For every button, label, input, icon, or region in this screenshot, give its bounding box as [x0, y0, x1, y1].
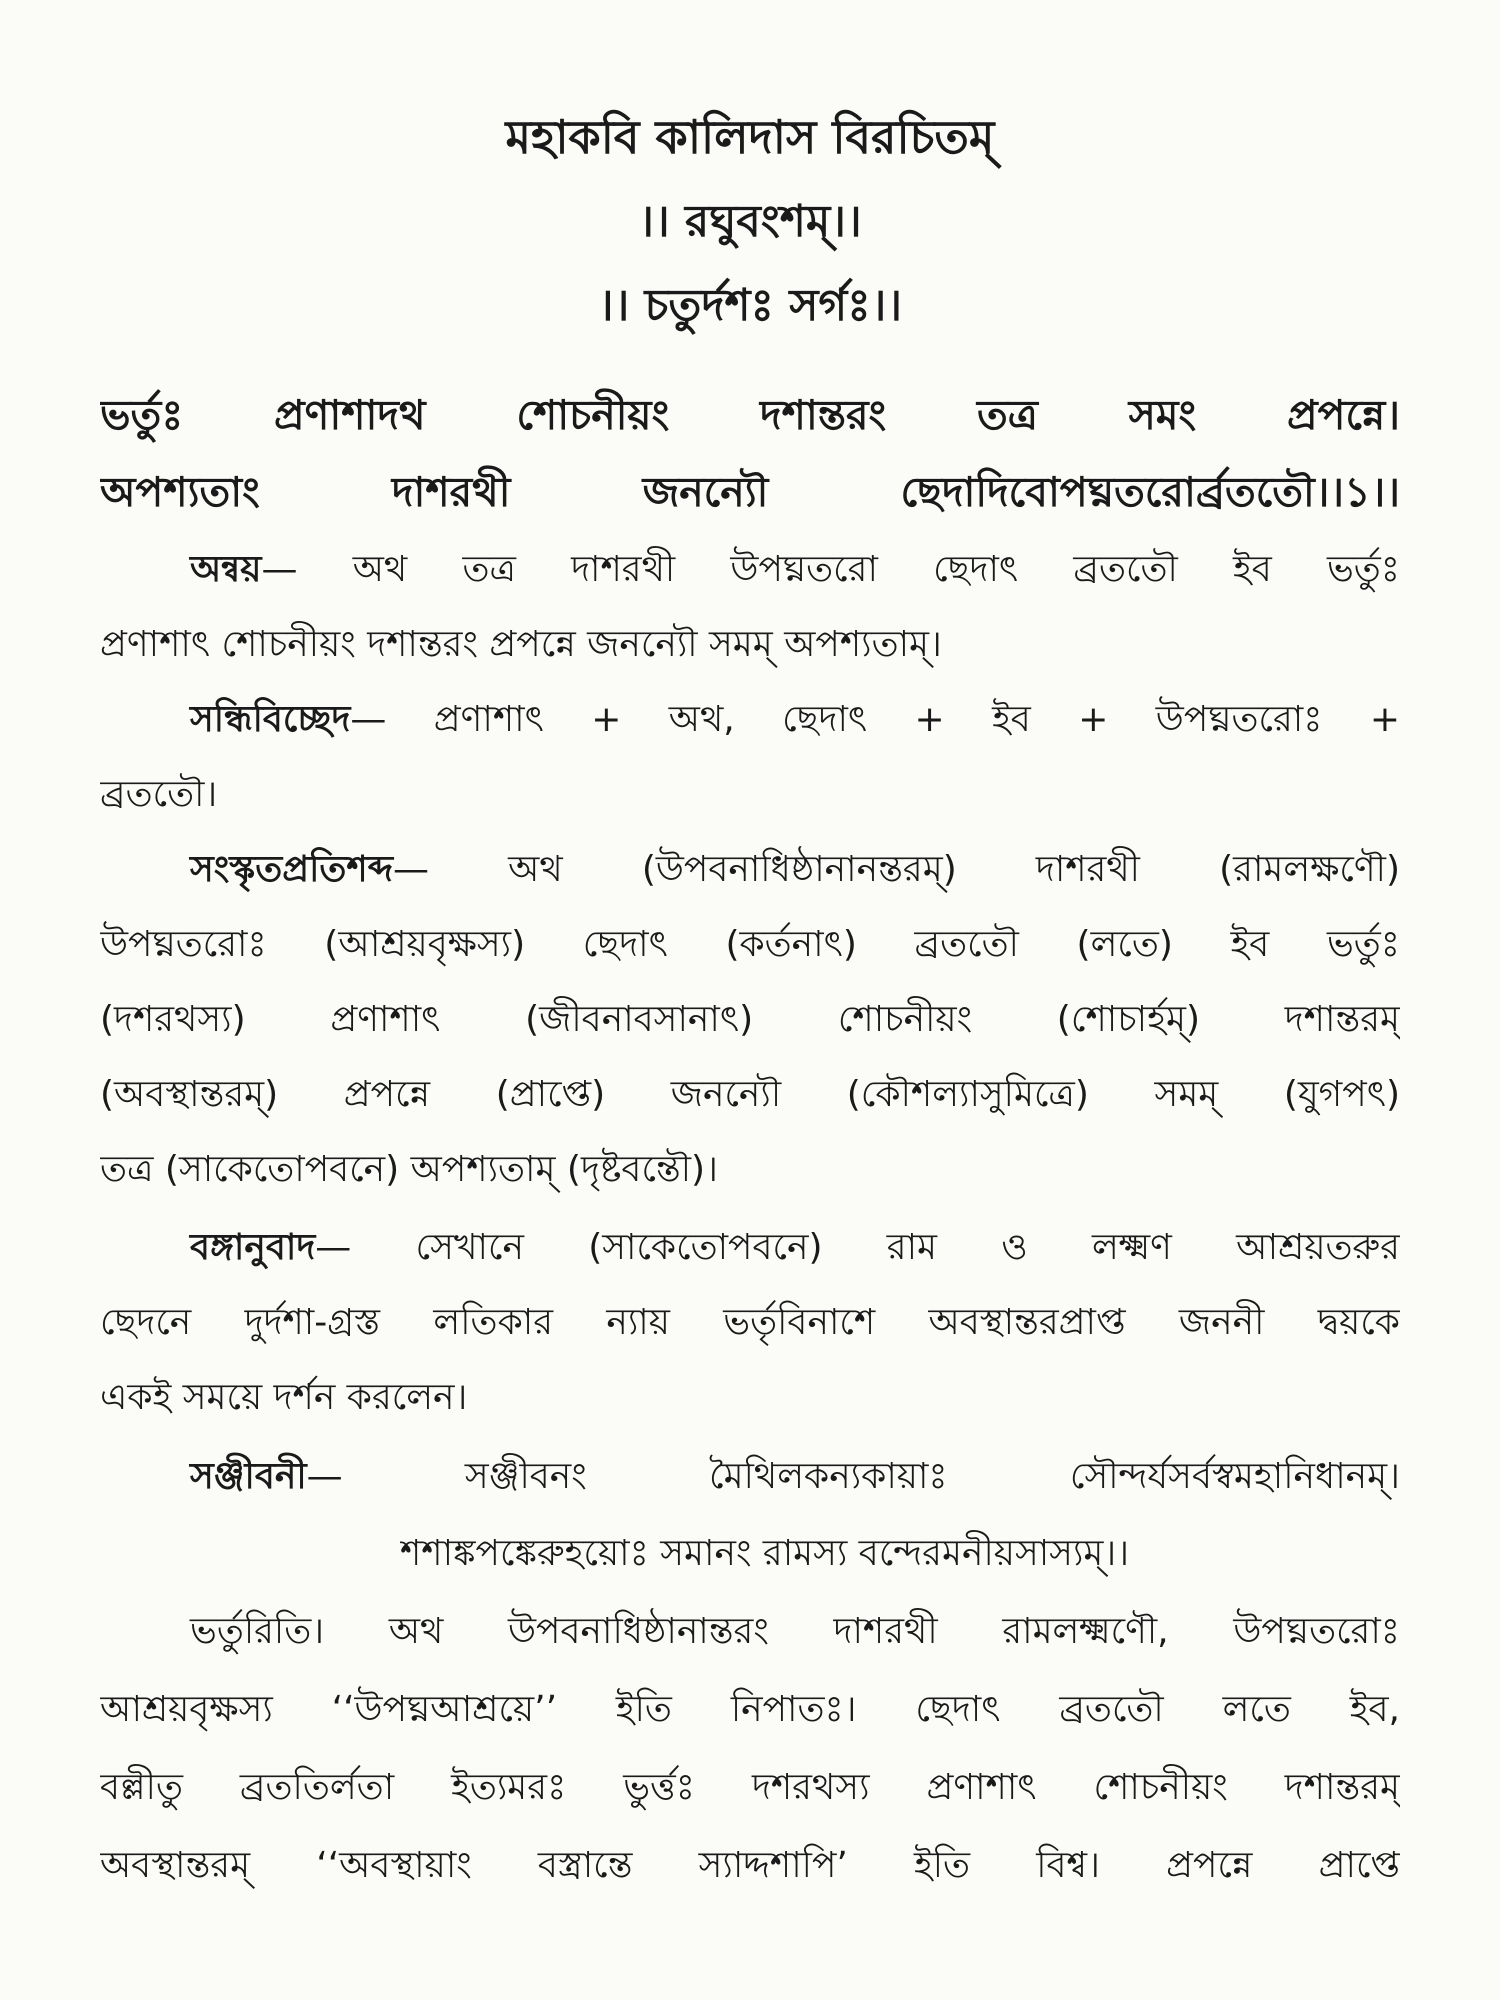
- commentary-line-3: বল্লীতু ব্রততির্লতা ইত্যমরঃ ভুর্ত্তঃ দশরথস্য প্রণাশাৎ শোচনীয়ং দশান্তরম্: [100, 1767, 1400, 1808]
- book-title: ।। রঘুবংশম্।।: [638, 196, 862, 247]
- sanjivani-text-1: — সঞ্জীবনং মৈথিলকন্যকায়াঃ সৌন্দর্যসর্বস্বমহানিধানম্।: [306, 1456, 1400, 1497]
- sanjivani-line-1: [100, 1447, 1400, 1507]
- author-line: মহাকবি কালিদাস বিরচিতম্: [505, 110, 995, 164]
- translation-line-2: ছেদনে দুর্দশা-গ্রস্ত লতিকার ন্যায় ভর্তৃবিনাশে অবস্থান্তরপ্রাপ্ত জননী দ্বয়কে: [100, 1302, 1400, 1343]
- synonyms-label: সংস্কৃতপ্রতিশব্দ: [190, 849, 393, 890]
- sanjivani-line-2: শশাঙ্কপঙ্কেরুহয়োঃ সমানং রামস্য বন্দেরমনীয়সাস্যম্।।: [400, 1533, 1130, 1574]
- verse-line-1: ভর্তুঃ প্রণাশাদথ শোচনীয়ং দশান্তরং তত্র সমং প্রপন্নে।: [100, 391, 1400, 439]
- anvaya-line-2: প্রণাশাৎ শোচনীয়ং দশান্তরং প্রপন্নে জনন্যৌ সমম্ অপশ্যতাম্।: [100, 624, 942, 665]
- synonyms-line-1: [100, 840, 1400, 900]
- anvaya-text-1: — অথ তত্র দাশরথী উপঘ্নতরো ছেদাৎ ব্রততৌ ইব ভর্তুঃ: [261, 549, 1400, 590]
- translation-text-1: — সেখানে (সাকেতোপবনে) রাম ও লক্ষ্মণ আশ্রয়তরুর: [315, 1227, 1400, 1268]
- canto-title: ।। চতুর্দশঃ সর্গঃ।।: [597, 280, 903, 331]
- sandhi-text-1: — প্রণাশাৎ + অথ, ছেদাৎ + ইব + উপঘ্নতরোঃ +: [350, 699, 1400, 740]
- synonyms-line-5: তত্র (সাকেতোপবনে) অপশ্যতাম্ (দৃষ্টবন্তৌ)।: [100, 1149, 718, 1190]
- commentary-line-1: ভর্তুরিতি। অথ উপবনাধিষ্ঠানান্তরং দাশরথী রামলক্ষ্মণৌ, উপঘ্নতরোঃ: [190, 1611, 1400, 1652]
- sandhi-label: সন্ধিবিচ্ছেদ: [190, 699, 351, 740]
- translation-line-1: [100, 1218, 1400, 1278]
- sandhi-line-1: [100, 690, 1400, 750]
- verse-line-2: অপশ্যতাং দাশরথী জনন্যৌ ছেদাদিবোপঘ্নতরোর্ব্রততৌ।।১।।: [100, 468, 1400, 516]
- sandhi-line-2: ব্রততৌ।: [100, 774, 218, 815]
- commentary-line-4: অবস্থান্তরম্ ‘‘অবস্থায়াং বস্ত্রান্তে স্যাদ্দশাপি’ ইতি বিশ্ব। প্রপন্নে প্রাপ্তে: [100, 1845, 1400, 1886]
- synonyms-text-1: — অথ (উপবনাধিষ্ঠানানন্তরম্) দাশরথী (রামলক্ষণৌ): [393, 849, 1400, 890]
- synonyms-line-3: (দশরথস্য) প্রণাশাৎ (জীবনাবসানাৎ) শোচনীয়ং (শোচার্হম্) দশান্তরম্: [100, 999, 1400, 1040]
- translation-line-3: একই সময়ে দর্শন করলেন।: [100, 1377, 468, 1418]
- anvaya-label: অন্বয়: [190, 549, 262, 590]
- sanjivani-label: সঞ্জীবনী: [190, 1456, 307, 1497]
- synonyms-line-4: (অবস্থান্তরম্) প্রপন্নে (প্রাপ্তে) জনন্যৌ (কৌশল্যাসুমিত্রে) সমম্ (যুগপৎ): [100, 1074, 1400, 1115]
- anvaya-line-1: [100, 540, 1400, 600]
- commentary-line-2: আশ্রয়বৃক্ষস্য ‘‘উপঘ্নআশ্রয়ে’’ ইতি নিপাতঃ। ছেদাৎ ব্রততৌ লতে ইব,: [100, 1689, 1400, 1730]
- translation-label: বঙ্গানুবাদ: [190, 1227, 316, 1268]
- synonyms-line-2: উপঘ্নতরোঃ (আশ্রয়বৃক্ষস্য) ছেদাৎ (কর্তনাৎ) ব্রততৌ (লতে) ইব ভর্তুঃ: [100, 924, 1400, 965]
